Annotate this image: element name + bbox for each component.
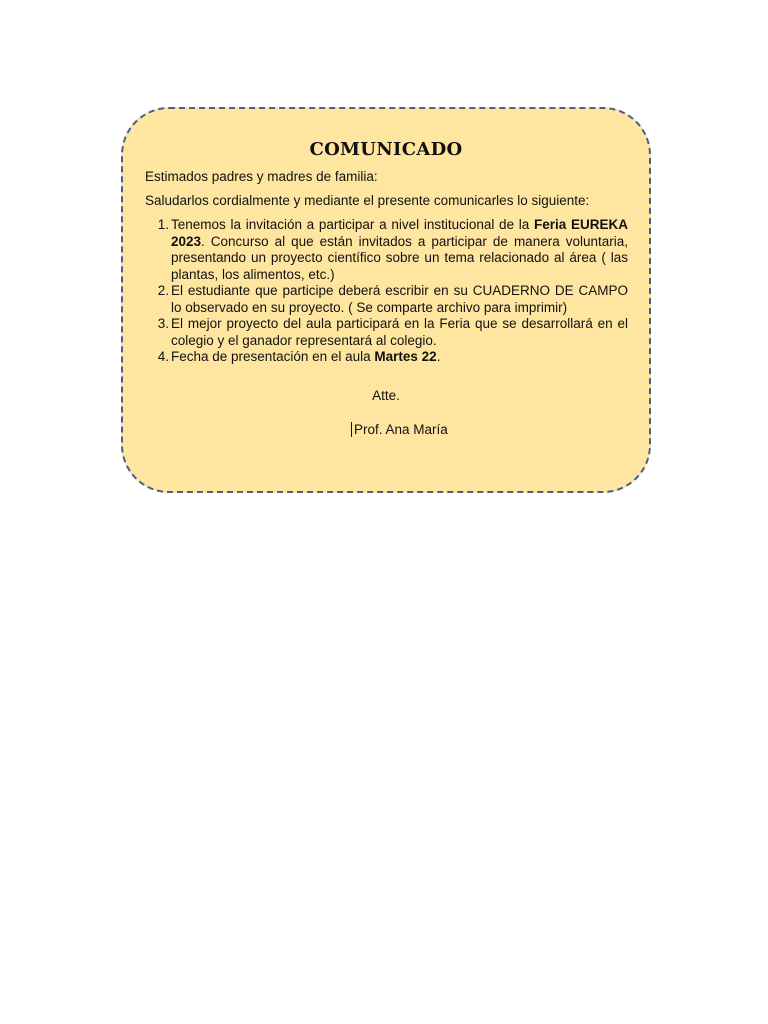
item-bold-text: Martes 22 [374,349,437,364]
list-item [145,283,628,316]
item-text: Fecha de presentación en el aula [171,349,375,364]
item-number: 3 . [155,316,169,333]
item-text: Tenemos la invitación a participar a nivel institucional de la [171,217,534,232]
item-number: 1 . [155,217,169,234]
closing-text: Atte. [372,388,400,403]
item-text: . Concurso al que están invitados a participar de manera voluntaria, presentando un proyecto científico sobre un tema relacionado al área ( las plantas, los alimentos, etc.) [171,233,628,282]
list-item [145,316,628,349]
intro-text: Saludarlos cordialmente y mediante el presente comunicarles lo siguiente: [145,193,590,208]
notice-card [121,107,651,493]
signature-text: Prof. Ana María [351,422,448,437]
notice-title: COMUNICADO [309,139,463,160]
item-number: 4 . [155,349,169,366]
item-bold-text: Feria EUREKA 2023 [171,217,628,249]
item-text: El estudiante que participe deberá escribir en su CUADERNO DE CAMPO lo observado en su proyecto. ( Se comparte archivo para imprimir) [171,283,628,315]
notice-items-list [145,217,628,366]
item-text: . [436,349,441,364]
item-number: 2 . [155,283,169,300]
greeting-text: Estimados padres y madres de familia: [145,169,378,184]
list-item [145,217,628,283]
list-item [145,349,628,366]
item-text: El mejor proyecto del aula participará en la Feria que se desarrollará en el colegio y el ganador representará al colegio. [171,316,628,348]
